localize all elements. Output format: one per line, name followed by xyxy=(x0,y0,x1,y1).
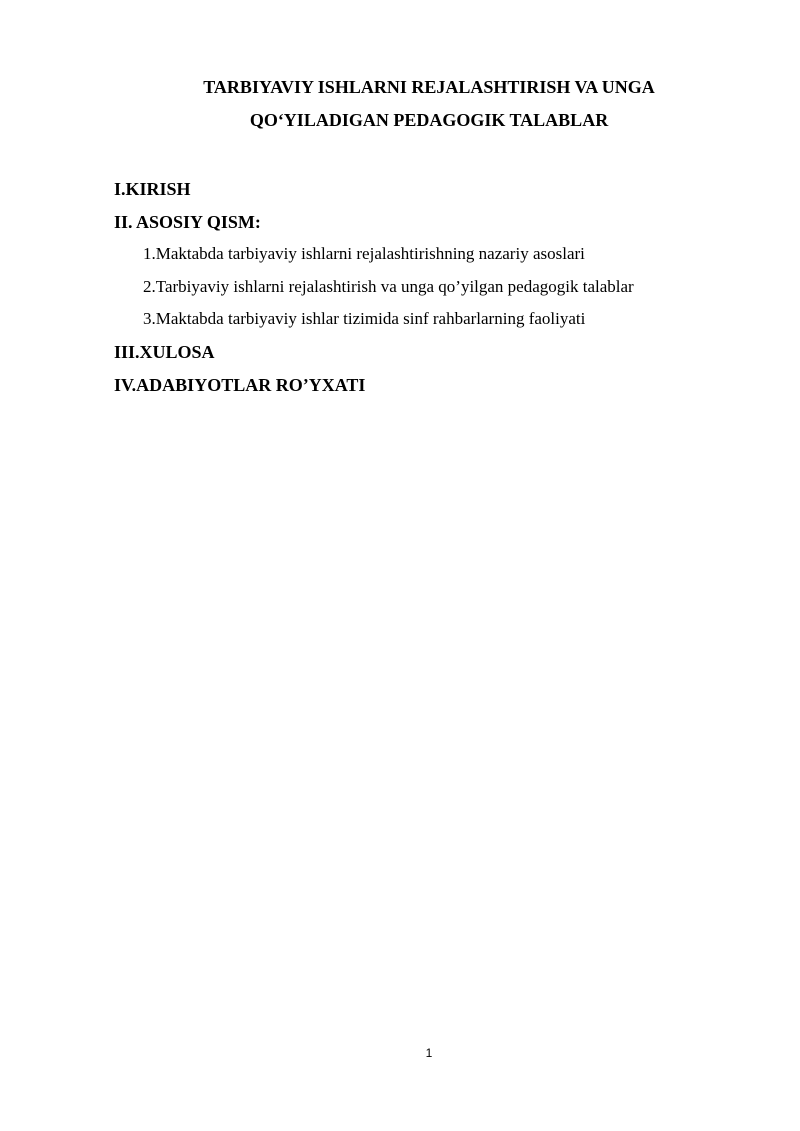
toc-subsection-2: 2.Tarbiyaviy ishlarni rejalashtirish va unga qo’yilgan pedagogik talablar xyxy=(143,276,634,296)
toc-section-conclusion: III.XULOSA xyxy=(114,341,215,362)
document-title-line-2: QO‘YILADIGAN PEDAGOGIK TALABLAR xyxy=(249,110,609,130)
toc-section-references: IV.ADABIYOTLAR RO’YXATI xyxy=(114,374,366,395)
toc-section-main-part: II. ASOSIY QISM: xyxy=(114,211,261,232)
document-title-line-1: TARBIYAVIY ISHLARNI REJALASHTIRISH VA UNGA xyxy=(203,77,655,97)
toc-subsection-3: 3.Maktabda tarbiyaviy ishlar tizimida sinf rahbarlarning faoliyati xyxy=(143,309,586,329)
toc-section-introduction: I.KIRISH xyxy=(114,179,191,199)
table-of-contents xyxy=(114,177,734,405)
toc-subsection-1: 1.Maktabda tarbiyaviy ishlarni rejalashtirishning nazariy asoslari xyxy=(143,244,585,264)
page-number: 1 xyxy=(425,1046,433,1060)
